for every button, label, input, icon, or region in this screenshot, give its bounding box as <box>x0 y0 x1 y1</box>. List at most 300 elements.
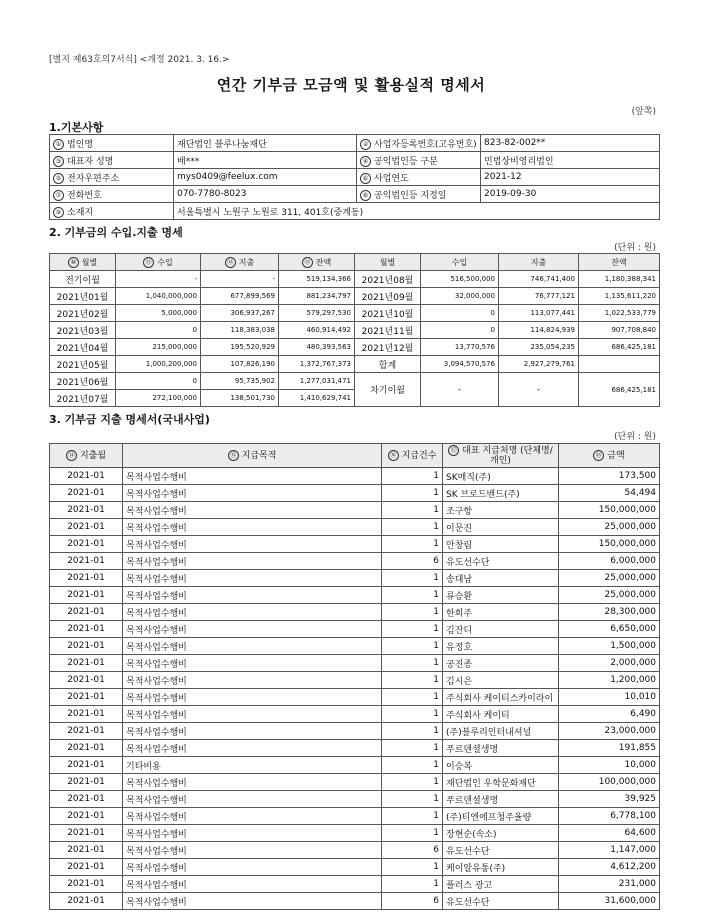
income-cell: 0 <box>116 373 201 390</box>
purpose-cell: 목적사업수행비 <box>123 859 382 876</box>
expense-month-cell: 2021-01 <box>50 672 123 689</box>
field-label: 공익법인등 구분 <box>374 156 438 167</box>
payee-cell: 이문진 <box>443 519 559 536</box>
amount-cell: 31,600,000 <box>559 893 660 910</box>
table-row <box>50 893 660 910</box>
month-cell: 2021년02월 <box>50 305 116 322</box>
count-cell: 1 <box>382 655 443 672</box>
expense-month-cell: 2021-01 <box>50 553 123 570</box>
count-cell: 1 <box>382 587 443 604</box>
label-cell <box>357 152 481 169</box>
income-cell: 5,000,000 <box>116 305 201 322</box>
value-cell: 823-82-002** <box>481 135 660 152</box>
field-label: 법인명 <box>67 139 94 150</box>
amount-cell: 1,200,000 <box>559 672 660 689</box>
count-cell: 1 <box>382 638 443 655</box>
basic-info-row <box>50 135 660 152</box>
amount-cell: 54,494 <box>559 485 660 502</box>
count-cell: 1 <box>382 825 443 842</box>
flow-header-cell <box>116 254 201 271</box>
flow-row <box>50 305 660 322</box>
label-cell <box>50 135 174 152</box>
flow-header-cell: 수입 <box>421 254 499 271</box>
item-number: ② <box>360 139 371 150</box>
payee-cell: 한희주 <box>443 604 559 621</box>
item-number: ⑦ <box>53 190 64 201</box>
income-cell: 1,040,000,000 <box>116 288 201 305</box>
item-number: ⑩ <box>68 257 79 268</box>
balance-cell: 686,425,181 <box>579 339 660 356</box>
table-row <box>50 553 660 570</box>
amount-cell: 25,000,000 <box>559 587 660 604</box>
balance-cell <box>579 356 660 373</box>
amount-cell: 6,490 <box>559 706 660 723</box>
expense-month-cell: 2021-01 <box>50 468 123 485</box>
count-cell: 1 <box>382 740 443 757</box>
detail-header-cell <box>123 444 382 468</box>
field-label: 사업연도 <box>374 173 409 184</box>
count-cell: 1 <box>382 519 443 536</box>
expense-detail-table <box>49 443 660 910</box>
label-cell <box>50 186 174 203</box>
count-cell: 1 <box>382 621 443 638</box>
income-expense-table <box>49 253 660 407</box>
expense-cell: 114,824,939 <box>499 322 579 339</box>
label-cell <box>50 169 174 186</box>
table-row <box>50 859 660 876</box>
income-cell: 215,000,000 <box>116 339 201 356</box>
table-row <box>50 485 660 502</box>
label-cell <box>50 203 174 220</box>
amount-cell: 25,000,000 <box>559 570 660 587</box>
income-cell: 0 <box>421 305 499 322</box>
payee-cell: 안창림 <box>443 536 559 553</box>
purpose-cell: 목적사업수행비 <box>123 893 382 910</box>
item-number: ⑬ <box>302 257 313 268</box>
expense-month-cell: 2021-01 <box>50 876 123 893</box>
item-number: ⑤ <box>53 173 64 184</box>
table-row <box>50 842 660 859</box>
amount-cell: 64,600 <box>559 825 660 842</box>
balance-cell: 1,180,388,341 <box>579 271 660 288</box>
balance-cell: 1,135,611,220 <box>579 288 660 305</box>
count-cell: 6 <box>382 553 443 570</box>
purpose-cell: 목적사업수행비 <box>123 842 382 859</box>
count-cell: 1 <box>382 468 443 485</box>
income-cell: 32,000,000 <box>421 288 499 305</box>
balance-cell: 1,410,629,741 <box>279 390 355 407</box>
header-label: 잔액 <box>315 257 332 267</box>
purpose-cell: 목적사업수행비 <box>123 706 382 723</box>
section1-heading: 1.기본사항 <box>49 121 104 134</box>
item-number: ⑧ <box>360 190 371 201</box>
amount-cell: 1,147,000 <box>559 842 660 859</box>
payee-cell: SK 브로드밴드(주) <box>443 485 559 502</box>
amount-cell: 28,300,000 <box>559 604 660 621</box>
header-label: 지출월 <box>79 451 107 461</box>
purpose-cell: 목적사업수행비 <box>123 689 382 706</box>
expense-month-cell: 2021-01 <box>50 587 123 604</box>
purpose-cell: 목적사업수행비 <box>123 655 382 672</box>
expense-month-cell: 2021-01 <box>50 808 123 825</box>
payee-cell: 주식회사 케이티 <box>443 706 559 723</box>
flow-row <box>50 356 660 373</box>
table-row <box>50 723 660 740</box>
income-cell: 0 <box>421 322 499 339</box>
count-cell: 1 <box>382 859 443 876</box>
count-cell: 1 <box>382 536 443 553</box>
value-cell: 재단법인 블루나눔재단 <box>174 135 357 152</box>
address-row <box>50 203 660 220</box>
purpose-cell: 목적사업수행비 <box>123 553 382 570</box>
table-row <box>50 468 660 485</box>
expense-month-cell: 2021-01 <box>50 655 123 672</box>
flow-row <box>50 288 660 305</box>
amount-cell: 173,500 <box>559 468 660 485</box>
item-number: ③ <box>53 156 64 167</box>
value-cell: 2019-09-30 <box>481 186 660 203</box>
amount-cell: 6,778,100 <box>559 808 660 825</box>
amount-cell: 6,000,000 <box>559 553 660 570</box>
label-cell <box>357 186 481 203</box>
income-cell: 3,094,570,576 <box>421 356 499 373</box>
value-cell: 070-7780-8023 <box>174 186 357 203</box>
payee-cell: 유도선수단 <box>443 893 559 910</box>
basic-info-row <box>50 152 660 169</box>
payee-cell: 이승복 <box>443 757 559 774</box>
flow-row <box>50 271 660 288</box>
table-row <box>50 502 660 519</box>
value-cell: mys0409@feelux.com <box>174 169 357 186</box>
count-cell: 1 <box>382 757 443 774</box>
detail-header-cell <box>443 444 559 468</box>
expense-month-cell: 2021-01 <box>50 570 123 587</box>
purpose-cell: 목적사업수행비 <box>123 638 382 655</box>
table-row <box>50 672 660 689</box>
expense-cell: 746,741,400 <box>499 271 579 288</box>
detail-header-row <box>50 444 660 468</box>
amount-cell: 150,000,000 <box>559 502 660 519</box>
expense-cell: 138,501,730 <box>201 390 279 407</box>
table-row <box>50 604 660 621</box>
count-cell: 1 <box>382 791 443 808</box>
month-cell: 2021년11월 <box>355 322 421 339</box>
balance-cell: 881,234,797 <box>279 288 355 305</box>
income-cell: 13,770,576 <box>421 339 499 356</box>
header-label: 금액 <box>607 451 625 461</box>
month-cell: 2021년12월 <box>355 339 421 356</box>
detail-header-cell <box>559 444 660 468</box>
expense-month-cell: 2021-01 <box>50 842 123 859</box>
expense-month-cell: 2021-01 <box>50 859 123 876</box>
count-cell: 6 <box>382 893 443 910</box>
payee-cell: 유정호 <box>443 638 559 655</box>
item-number: ④ <box>360 156 371 167</box>
month-cell: 2021년06월 <box>50 373 116 390</box>
value-cell: 배*** <box>174 152 357 169</box>
flow-header-cell <box>201 254 279 271</box>
amount-cell: 150,000,000 <box>559 536 660 553</box>
balance-cell: 1,277,031,471 <box>279 373 355 390</box>
count-cell: 1 <box>382 604 443 621</box>
count-cell: 1 <box>382 723 443 740</box>
table-row <box>50 689 660 706</box>
payee-cell: 유도선수단 <box>443 553 559 570</box>
purpose-cell: 목적사업수행비 <box>123 808 382 825</box>
count-cell: 6 <box>382 842 443 859</box>
label-cell <box>50 152 174 169</box>
purpose-cell: 목적사업수행비 <box>123 825 382 842</box>
flow-header-cell: 지출 <box>499 254 579 271</box>
carry-expense-cell: - <box>499 373 579 407</box>
amount-cell: 10,000 <box>559 757 660 774</box>
flow-row <box>50 339 660 356</box>
table-row <box>50 706 660 723</box>
flow-row <box>50 373 660 390</box>
count-cell: 1 <box>382 689 443 706</box>
section3-unit: (단위 : 원) <box>614 432 656 442</box>
header-label: 월별 <box>81 257 98 267</box>
amount-cell: 25,000,000 <box>559 519 660 536</box>
month-cell: 2021년07월 <box>50 390 116 407</box>
item-number: ⑨ <box>53 207 64 218</box>
payee-cell: (주)티엔에프청주율량 <box>443 808 559 825</box>
expense-month-cell: 2021-01 <box>50 638 123 655</box>
month-cell: 2021년09월 <box>355 288 421 305</box>
month-cell: 2021년03월 <box>50 322 116 339</box>
payee-cell: 공진종 <box>443 655 559 672</box>
expense-cell: 76,777,121 <box>499 288 579 305</box>
carry-month-cell: 차기이월 <box>355 373 421 407</box>
expense-month-cell: 2021-01 <box>50 893 123 910</box>
payee-cell: 송대남 <box>443 570 559 587</box>
carry-balance-cell: 686,425,181 <box>579 373 660 407</box>
month-cell: 합계 <box>355 356 421 373</box>
month-cell: 2021년01월 <box>50 288 116 305</box>
flow-header-row <box>50 254 660 271</box>
header-label: 지급목적 <box>241 451 277 461</box>
section2-heading: 2. 기부금의 수입.지출 명세 <box>49 226 183 239</box>
field-label: 소재지 <box>67 207 94 218</box>
label-cell <box>357 135 481 152</box>
expense-month-cell: 2021-01 <box>50 621 123 638</box>
document-title: 연간 기부금 모금액 및 활용실적 명세서 <box>216 76 486 94</box>
value-cell: 민법상비영리법인 <box>481 152 660 169</box>
section2-unit: (단위 : 원) <box>614 243 656 253</box>
expense-cell: 306,937,267 <box>201 305 279 322</box>
balance-cell: 907,708,840 <box>579 322 660 339</box>
expense-month-cell: 2021-01 <box>50 825 123 842</box>
header-label: 수입 <box>157 257 173 267</box>
table-row <box>50 757 660 774</box>
item-number: ⑰ <box>448 445 459 456</box>
table-row <box>50 587 660 604</box>
payee-cell: 김시은 <box>443 672 559 689</box>
flow-header-cell: 월별 <box>355 254 421 271</box>
payee-cell: 조구항 <box>443 502 559 519</box>
expense-month-cell: 2021-01 <box>50 604 123 621</box>
purpose-cell: 목적사업수행비 <box>123 502 382 519</box>
balance-cell: 579,297,530 <box>279 305 355 322</box>
count-cell: 1 <box>382 876 443 893</box>
field-label: 사업자등록번호(고유번호) <box>374 139 477 150</box>
amount-cell: 4,612,200 <box>559 859 660 876</box>
section3-heading: 3. 기부금 지출 명세서(국내사업) <box>49 413 210 426</box>
flow-header-cell <box>50 254 116 271</box>
table-row <box>50 621 660 638</box>
amount-cell: 191,855 <box>559 740 660 757</box>
payee-cell: 재단법인 우학문화재단 <box>443 774 559 791</box>
payee-cell: 케이알유통(주) <box>443 859 559 876</box>
expense-cell: 107,826,190 <box>201 356 279 373</box>
payee-cell: 푸르덴셜생명 <box>443 740 559 757</box>
purpose-cell: 목적사업수행비 <box>123 791 382 808</box>
basic-info-row <box>50 169 660 186</box>
table-row <box>50 876 660 893</box>
amount-cell: 2,000,000 <box>559 655 660 672</box>
header-label: 대표 지급처명 (단체명/개인) <box>462 446 553 466</box>
count-cell: 1 <box>382 485 443 502</box>
month-cell: 2021년04월 <box>50 339 116 356</box>
expense-cell: 677,899,569 <box>201 288 279 305</box>
month-cell: 2021년10월 <box>355 305 421 322</box>
item-number: ⑥ <box>360 173 371 184</box>
month-cell: 2021년05월 <box>50 356 116 373</box>
purpose-cell: 목적사업수행비 <box>123 621 382 638</box>
purpose-cell: 목적사업수행비 <box>123 570 382 587</box>
amount-cell: 10,010 <box>559 689 660 706</box>
field-label: 공익법인등 지정일 <box>374 190 447 201</box>
count-cell: 1 <box>382 808 443 825</box>
table-row <box>50 791 660 808</box>
balance-cell: 1,372,767,373 <box>279 356 355 373</box>
expense-month-cell: 2021-01 <box>50 706 123 723</box>
balance-cell: 460,914,492 <box>279 322 355 339</box>
count-cell: 1 <box>382 502 443 519</box>
item-number: ⑮ <box>228 450 239 461</box>
purpose-cell: 목적사업수행비 <box>123 876 382 893</box>
item-number: ⑪ <box>143 257 154 268</box>
amount-cell: 231,000 <box>559 876 660 893</box>
payee-cell: 류승환 <box>443 587 559 604</box>
expense-cell: 235,054,235 <box>499 339 579 356</box>
count-cell: 1 <box>382 570 443 587</box>
purpose-cell: 목적사업수행비 <box>123 587 382 604</box>
table-row <box>50 808 660 825</box>
payee-cell: SK매직(주) <box>443 468 559 485</box>
address-value: 서울특별시 노원구 노원로 311, 401호(중계동) <box>174 203 660 220</box>
expense-cell: 195,520,929 <box>201 339 279 356</box>
payee-cell: (주)블루리인터내셔널 <box>443 723 559 740</box>
purpose-cell: 기타비용 <box>123 757 382 774</box>
expense-month-cell: 2021-01 <box>50 791 123 808</box>
item-number: ① <box>53 139 64 150</box>
payee-cell: 주식회사 케이티스카이라이 <box>443 689 559 706</box>
flow-header-cell <box>279 254 355 271</box>
amount-cell: 23,000,000 <box>559 723 660 740</box>
payee-cell: 김잔디 <box>443 621 559 638</box>
expense-month-cell: 2021-01 <box>50 740 123 757</box>
table-row <box>50 740 660 757</box>
basic-info-table <box>49 134 660 220</box>
expense-cell: 118,383,038 <box>201 322 279 339</box>
month-cell: 전기이월 <box>50 271 116 288</box>
table-row <box>50 655 660 672</box>
table-row <box>50 570 660 587</box>
header-label: 지출 <box>238 257 255 267</box>
balance-cell: 480,393,563 <box>279 339 355 356</box>
table-row <box>50 536 660 553</box>
flow-header-cell: 잔액 <box>579 254 660 271</box>
income-cell: 516,500,000 <box>421 271 499 288</box>
field-label: 전화번호 <box>67 190 102 201</box>
income-cell: 1,000,200,000 <box>116 356 201 373</box>
basic-info-row <box>50 186 660 203</box>
table-row <box>50 638 660 655</box>
purpose-cell: 목적사업수행비 <box>123 723 382 740</box>
detail-header-cell <box>50 444 123 468</box>
value-cell: 2021-12 <box>481 169 660 186</box>
payee-cell: 플러스 광고 <box>443 876 559 893</box>
field-label: 전자우편주소 <box>67 173 120 184</box>
page-side-label: (앞쪽) <box>631 107 656 117</box>
purpose-cell: 목적사업수행비 <box>123 536 382 553</box>
amount-cell: 100,000,000 <box>559 774 660 791</box>
detail-header-cell <box>382 444 443 468</box>
amount-cell: 39,925 <box>559 791 660 808</box>
count-cell: 1 <box>382 774 443 791</box>
expense-month-cell: 2021-01 <box>50 502 123 519</box>
balance-cell: 519,134,366 <box>279 271 355 288</box>
expense-cell: 2,927,279,761 <box>499 356 579 373</box>
form-number: [별지 제63호의7서식] <개정 2021. 3. 16.> <box>49 55 230 65</box>
item-number: ⑫ <box>225 257 236 268</box>
payee-cell: 유도선수단 <box>443 842 559 859</box>
expense-cell: - <box>201 271 279 288</box>
expense-cell: 113,077,441 <box>499 305 579 322</box>
amount-cell: 6,650,000 <box>559 621 660 638</box>
purpose-cell: 목적사업수행비 <box>123 519 382 536</box>
month-cell: 2021년08월 <box>355 271 421 288</box>
income-cell: 272,100,000 <box>116 390 201 407</box>
table-row <box>50 825 660 842</box>
item-number: ⑱ <box>593 450 604 461</box>
field-label: 대표자 성명 <box>67 156 114 167</box>
count-cell: 1 <box>382 706 443 723</box>
balance-cell: 1,022,533,779 <box>579 305 660 322</box>
purpose-cell: 목적사업수행비 <box>123 485 382 502</box>
carry-income-cell: - <box>421 373 499 407</box>
item-number: ⑭ <box>66 450 77 461</box>
expense-month-cell: 2021-01 <box>50 485 123 502</box>
label-cell <box>357 169 481 186</box>
purpose-cell: 목적사업수행비 <box>123 774 382 791</box>
item-number: ⑯ <box>388 450 399 461</box>
purpose-cell: 목적사업수행비 <box>123 604 382 621</box>
expense-month-cell: 2021-01 <box>50 519 123 536</box>
table-row <box>50 519 660 536</box>
expense-month-cell: 2021-01 <box>50 536 123 553</box>
flow-row <box>50 322 660 339</box>
expense-month-cell: 2021-01 <box>50 723 123 740</box>
purpose-cell: 목적사업수행비 <box>123 740 382 757</box>
count-cell: 1 <box>382 672 443 689</box>
payee-cell: 장현순(속소) <box>443 825 559 842</box>
amount-cell: 1,500,000 <box>559 638 660 655</box>
expense-cell: 95,735,902 <box>201 373 279 390</box>
expense-month-cell: 2021-01 <box>50 757 123 774</box>
expense-month-cell: 2021-01 <box>50 774 123 791</box>
